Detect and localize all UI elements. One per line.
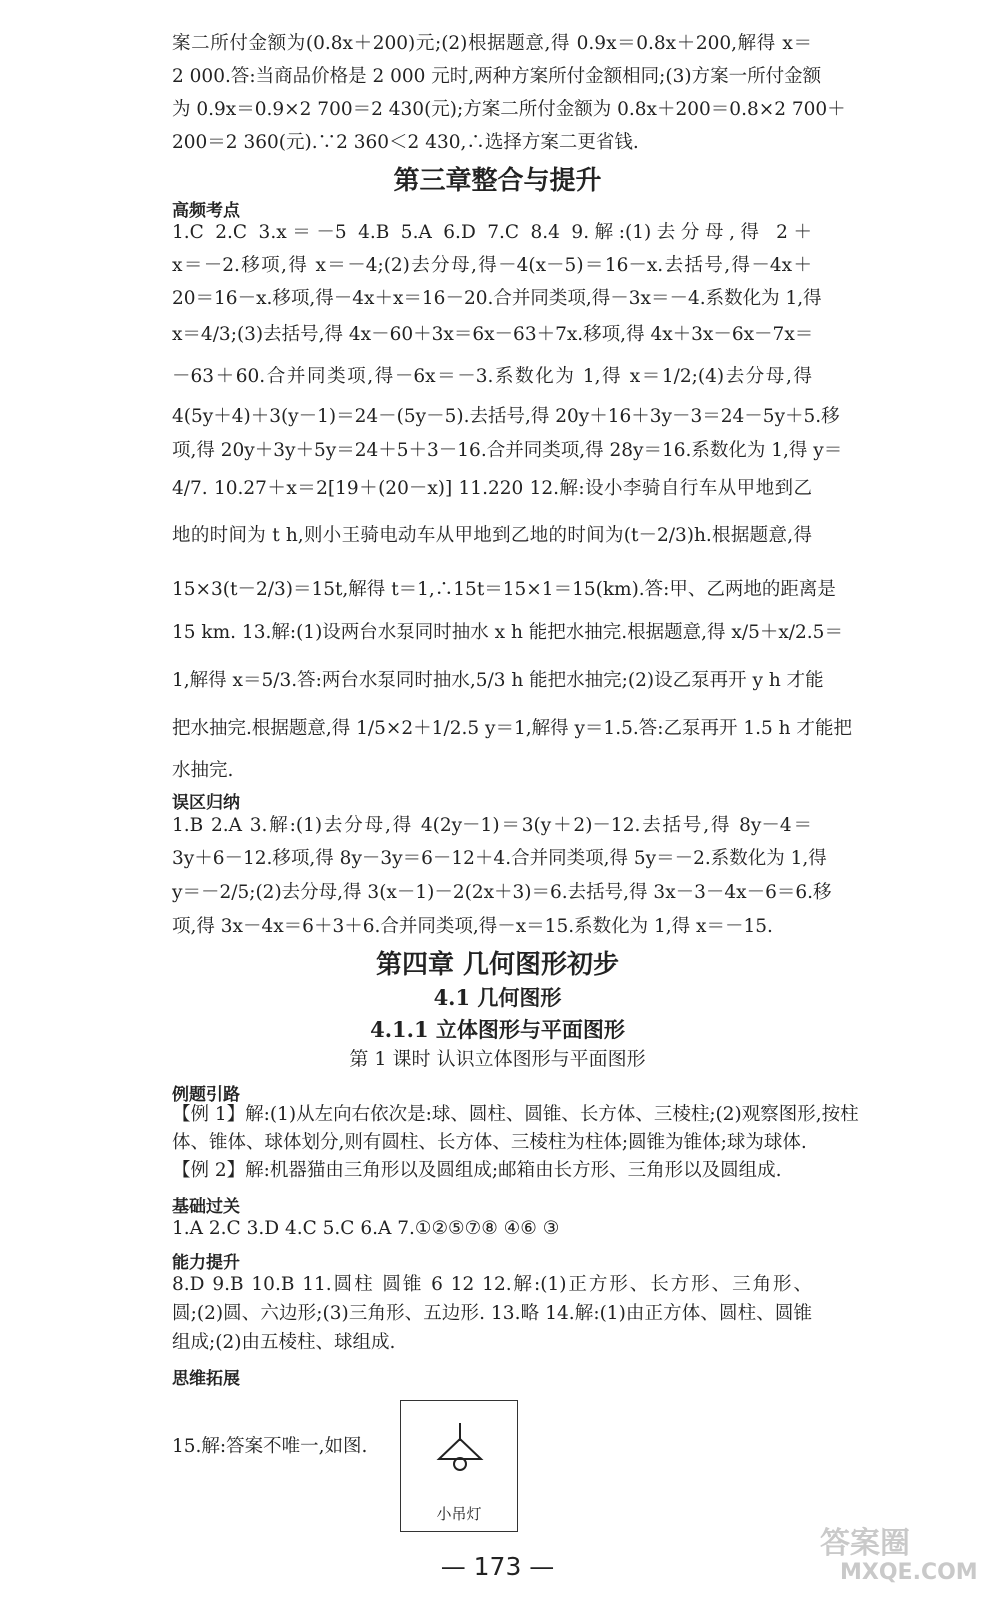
text-line: 为 0.9x＝0.9×2 700＝2 430(元);方案二所付金额为 0.8x＋200＝0.8×2 700＋ (172, 99, 846, 120)
section-label-wuqu: 误区归纳 (172, 793, 240, 813)
text-line: 体、锥体、球体划分,则有圆柱、长方体、三棱柱为柱体;圆锥为锥体;球为球体. (172, 1132, 807, 1153)
text-line: 1.C 2.C 3.x＝－5 4.B 5.A 6.D 7.C 8.4 9.解:(1)去分母,得 2＋ (172, 222, 812, 243)
text-line: x＝4/3;(3)去括号,得 4x－60＋3x＝6x－63＋7x.移项,得 4x＋3x－6x－7x＝ (172, 324, 814, 345)
text-line: 4/7. 10.27＋x＝2[19＋(20－x)] 11.220 12.解:设小李骑自行车从甲地到乙 (172, 478, 812, 499)
text-line: 项,得 20y＋3y＋5y＝24＋5＋3－16.合并同类项,得 28y＝16.系数化为 1,得 y＝ (172, 440, 843, 461)
text-line: 地的时间为 t h,则小王骑电动车从甲地到乙地的时间为(t－2/3)h.根据题意,得 (172, 525, 812, 546)
text-line: 20＝16－x.移项,得－4x＋x＝16－20.合并同类项,得－3x＝－4.系数化为 1,得 (172, 288, 822, 309)
text-line: 圆;(2)圆、六边形;(3)三角形、五边形. 13.略 14.解:(1)由正方体、圆柱、圆锥 (172, 1303, 812, 1324)
text-line: 1.B 2.A 3.解:(1)去分母,得 4(2y－1)＝3(y＋2)－12.去括号,得 8y－4＝ (172, 815, 812, 836)
text-line: 1,解得 x＝5/3.答:两台水泵同时抽水,5/3 h 能把水抽完;(2)设乙泵再开 y h 才能 (172, 670, 824, 691)
watermark-url: MXQE.COM (840, 1560, 978, 1585)
section-label-jichu: 基础过关 (172, 1197, 240, 1217)
section-label-nengli: 能力提升 (172, 1253, 240, 1273)
page-number: — 173 — (440, 1552, 555, 1581)
text-line: 组成;(2)由五棱柱、球组成. (172, 1332, 396, 1353)
text-line: x＝－2.移项,得 x＝－4;(2)去分母,得－4(x－5)＝16－x.去括号,得－4x＋ (172, 255, 812, 276)
section-label-gaopin: 高频考点 (172, 201, 240, 221)
text-line: 案二所付金额为(0.8x＋200)元;(2)根据题意,得 0.9x＝0.8x＋200,解得 x＝ (172, 33, 812, 54)
text-line: －63＋60.合并同类项,得－6x＝－3.系数化为 1,得 x＝1/2;(4)去分母,得 (172, 366, 812, 387)
text-line: 3y＋6－12.移项,得 8y－3y＝6－12＋4.合并同类项,得 5y＝－2.系数化为 1,得 (172, 848, 827, 869)
text-line: 15 km. 13.解:(1)设两台水泵同时抽水 x h 能把水抽完.根据题意,得 x/5＋x/2.5＝ (172, 622, 843, 643)
text-line: 【例 1】解:(1)从左向右依次是:球、圆柱、圆锥、长方体、三棱柱;(2)观察图形,按柱 (172, 1104, 859, 1125)
lesson-title: 第 1 课时 认识立体图形与平面图形 (349, 1048, 646, 1070)
text-line: 15.解:答案不唯一,如图. (172, 1436, 368, 1457)
section-title: 4.1 几何图形 (433, 985, 562, 1010)
text-line: 200＝2 360(元).∵2 360＜2 430,∴选择方案二更省钱. (172, 132, 639, 153)
text-line: 2 000.答:当商品价格是 2 000 元时,两种方案所付金额相同;(3)方案一所付金额 (172, 66, 822, 87)
text-line: 把水抽完.根据题意,得 1/5×2＋1/2.5 y＝1,解得 y＝1.5.答:乙泵再开 1.5 h 才能把 (172, 718, 852, 739)
subsection-title: 4.1.1 立体图形与平面图形 (370, 1017, 625, 1042)
text-line: 项,得 3x－4x＝6＋3＋6.合并同类项,得－x＝15.系数化为 1,得 x＝－15. (172, 916, 773, 937)
text-line: 4(5y＋4)＋3(y－1)＝24－(5y－5).去括号,得 20y＋16＋3y－3＝24－5y＋5.移 (172, 406, 840, 427)
watermark-logo: 答案圈 (820, 1526, 910, 1561)
text-line: 1.A 2.C 3.D 4.C 5.C 6.A 7.①②⑤⑦⑧ ④⑥ ③ (172, 1218, 560, 1239)
chapter4-title: 第四章 几何图形初步 (375, 950, 620, 980)
section-label-siwei: 思维拓展 (172, 1369, 240, 1389)
lamp-figure (400, 1400, 518, 1532)
section-label-litiyinlu: 例题引路 (172, 1085, 240, 1105)
chapter3-title: 第三章整合与提升 (393, 166, 602, 196)
text-line: y＝－2/5;(2)去分母,得 3(x－1)－2(2x＋3)＝6.去括号,得 3x－3－4x－6＝6.移 (172, 882, 832, 903)
text-line: 水抽完. (172, 760, 234, 781)
figure-label: 小吊灯 (436, 1505, 482, 1523)
text-line: 15×3(t－2/3)＝15t,解得 t＝1,∴15t＝15×1＝15(km).答:甲、乙两地的距离是 (172, 579, 836, 600)
text-line: 【例 2】解:机器猫由三角形以及圆组成;邮箱由长方形、三角形以及圆组成. (172, 1160, 782, 1181)
text-line: 8.D 9.B 10.B 11.圆柱 圆锥 6 12 12.解:(1)正方形、长方形、三角形、 (172, 1274, 812, 1295)
